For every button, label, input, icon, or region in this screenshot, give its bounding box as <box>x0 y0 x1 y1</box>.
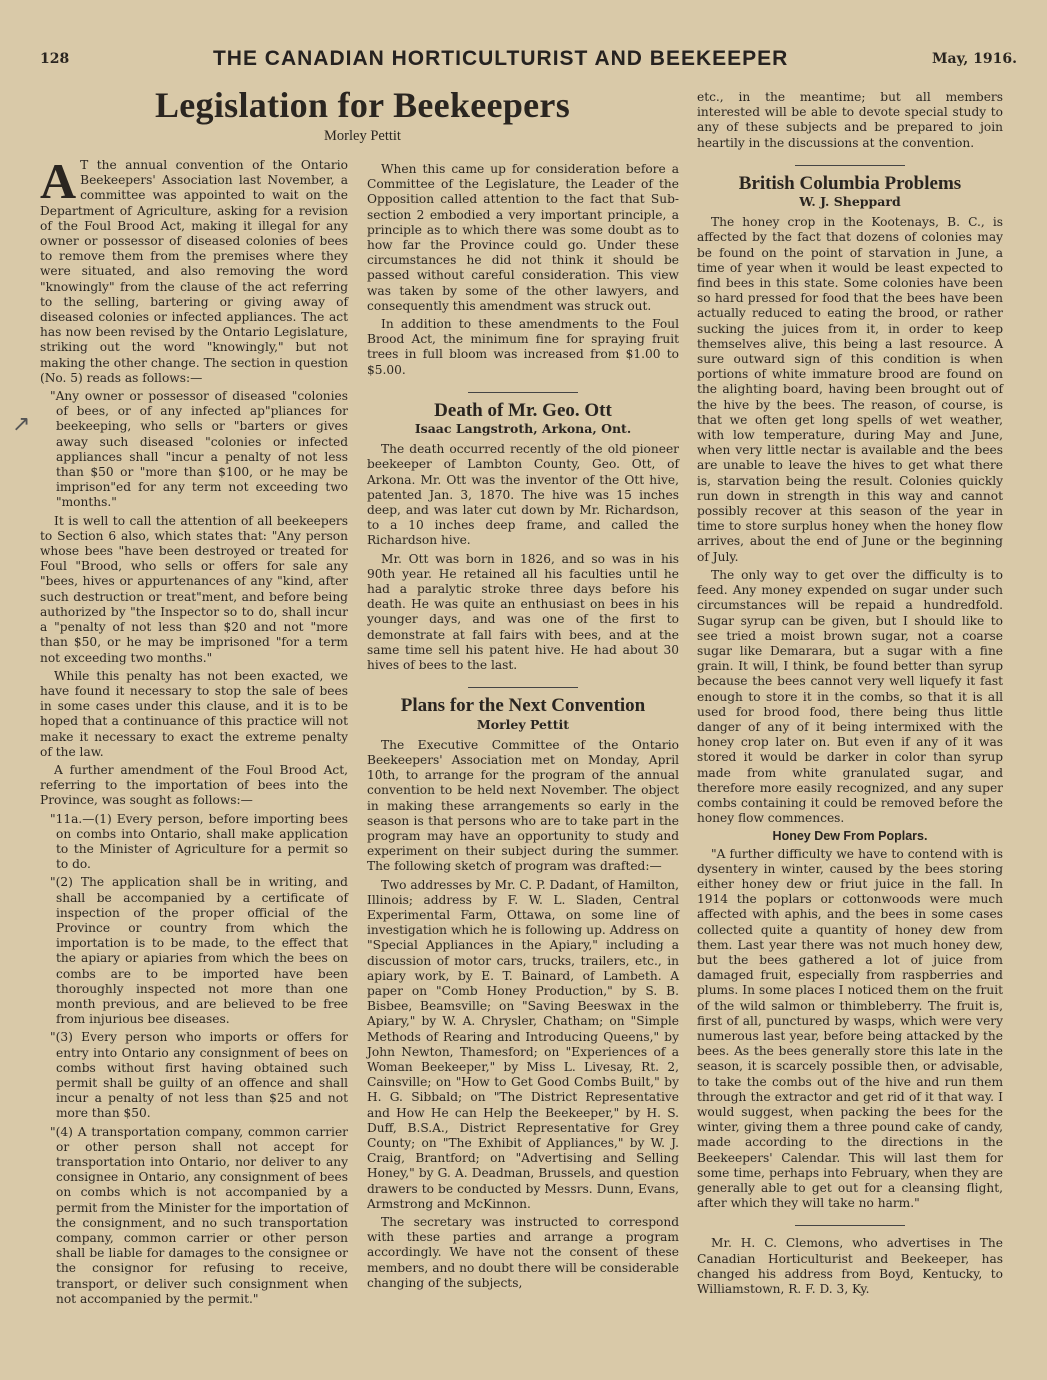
article-title-convention: Plans for the Next Convention <box>400 695 646 717</box>
article-paragraph: The honey crop in the Kootenays, B. C., is affected by the fact that dozens of colonies may be found on the point of starvation in June, a time of year when it would be least expected to find bees in this state. Some colonies have been so hard pressed for food that the bees have been actually reduced to eating the brood, or rather sucking the juices from it, in order to keep themselves alive, this being a last resource. A sure outward sign of this condition is when portions of white immature brood are found on the alighting board, having been brought out of the hive by the bees. The reason, of course, is that we often get long spells of wet weather, with low temperature, during May and June, when very little nectar is available and the bees are unable to leave the hives to get what there is, starvation being the result. Colonies quickly run down in strength in this way and cannot possibly recover at this season of the year in time to store surplus honey when the honey flow arrives, about the end of June or the beginning of July. <box>697 215 1003 564</box>
article-byline-convention: Morley Pettit <box>476 716 570 732</box>
article-paragraph: When this came up for consideration before a Committee of the Legislature, the Leader of the Opposition called attention to the fact that Sub-section 2 embodied a very important principle, a principle as to which there was some doubt as to how far the Province could go. Under these circumstances he did not think it should be passed without careful consideration. This view was taken by some of the other lawyers, and consequently this amendment was struck out. <box>367 162 679 313</box>
article-paragraph: The Executive Committee of the Ontario Beekeepers' Association met on Monday, April 10th, to arrange for the program of the annual convention to be held next November. The object in making these arrangements so early in the season is that persons who are to take part in the program may have an opportunity to study and experiment on their subject during the summer. The following sketch of program was drafted:— <box>367 737 679 874</box>
article-paragraph: In addition to these amendments to the Foul Brood Act, the minimum fine for spraying fruit trees in full bloom was increased from $1.00 to $5.00. <box>367 317 679 377</box>
article-byline-ott: Isaac Langstroth, Arkona, Ont. <box>414 421 632 437</box>
article-paragraph: The secretary was instructed to correspond with these parties and arrange a program accordingly. We have not the consent of these members, and no doubt there will be considerable changing of the subjects, <box>367 1215 679 1290</box>
article-quote: "(2) The application shall be in writing, and shall be accompanied by a certificate of inspection of the proper official of the Province or country from which the importation is to be made, to the effect that the apiary or apiaries from which the bees on combs are to be imported have been thoroughly inspected not more than one month previous, and are believed to be free from injurious bee diseases. <box>50 875 348 1027</box>
article-title-ott: Death of Mr. Geo. Ott <box>434 399 612 421</box>
column-2 <box>367 162 679 1294</box>
article-paragraph: etc., in the meantime; but all members interested will be able to devote special study to any of these subjects and be prepared to join heartily in the discussions at the convention. <box>697 90 1003 150</box>
article-quote: "(4) A transportation company, common carrier or other person shall not accept for transportation into Ontario, nor deliver to any consignee in Ontario, any consignment of bees on combs which is not accompanied by a permit from the Minister for the importation of the consignment, and no such transportation company, common carrier or other person shall be liable for damages to the consignee or the consignor for refusing to receive, transport, or deliver such consignment when not accompanied by the permit." <box>50 1124 348 1306</box>
column-3 <box>697 90 1003 1300</box>
masthead: THE CANADIAN HORTICULTURIST AND BEEKEEPER <box>212 47 789 70</box>
article-quote: "(3) Every person who imports or offers for entry into Ontario any consignment of bees on combs without first having obtained such permit shall be guilty of an offence and shall incur a penalty of not less than $25 and not more than $50. <box>50 1030 348 1121</box>
article-byline-bc: W. J. Sheppard <box>799 194 901 210</box>
article-paragraph: "A further difficulty we have to contend with is dysentery in winter, caused by the bees storing either honey dew or friut juice in the fall. In 1914 the poplars or cottonwoods were much affected with aphis, and the bees in some cases collected quite a quantity of honey dew from them. Last year there was not much honey dew, but the bees gathered a lot of juice from damaged fruit, especially from raspberries and plums. In some places I noticed them on the fruit of the wild salmon or thimbleberry. The fruit is, first of all, punctured by wasps, which were very numerous last year, before being attacked by the bees. As the bees generally store this late in the season, it is scarcely possible then, or advisable, to take the combs out of the hive and run them through the extractor and get rid of it that way. I would suggest, when packing the bees for the winter, giving them a three pound cake of candy, made according to the directions in the Beekeepers' Calendar. This will last them for some time, perhaps into February, when they are generally able to get out for a cleansing flight, after which they will take no harm." <box>697 846 1003 1211</box>
column-1 <box>40 153 348 1310</box>
section-divider <box>468 687 578 688</box>
article-title-bc: British Columbia Problems <box>738 172 962 194</box>
article-paragraph: The death occurred recently of the old pioneer beekeeper of Lambton County, Geo. Ott, of Arkona. Mr. Ott was the inventor of the Ott hive, patented Jan. 3, 1870. The hive was 15 inches deep, and was later cut down by Mr. Richardson, to a 10 inches deep frame, and called the Richardson hive. <box>367 442 679 548</box>
article-subheading: Honey Dew From Poplars. <box>772 829 928 844</box>
article-quote: "11a.—(1) Every person, before importing bees on combs into Ontario, shall make application to the Minister of Agriculture for a permit so to do. <box>50 811 348 872</box>
section-divider <box>795 1225 905 1226</box>
page-number: 128 <box>40 51 70 67</box>
issue-date: May, 1916. <box>932 51 1017 67</box>
article-title-legislation: Legislation for Beekeepers <box>154 85 571 125</box>
article-paragraph: The only way to get over the difficulty is to feed. Any money expended on sugar under such circumstances will be repaid a hundredfold. Sugar syrup can be given, but I should like to see tried a moist brown sugar, not a coarse sugar like Demarara, but a sugar with a fine grain. It will, I think, be found better than syrup because the bees cannot very well liquefy it fast enough to store it in the combs, so that it is all used for brood food, there being thus little danger of any of it being intermixed with the honey crop later on. But even if any of it was stored it would be darker in color than syrup made from white granulated sugar, and therefore more easily recognized, and any super combs containing it could be removed before the honey flow commences. <box>697 567 1003 826</box>
drop-cap: A <box>40 153 77 209</box>
section-divider <box>795 165 905 166</box>
article-paragraph: A further amendment of the Foul Brood Act, referring to the importation of bees into the Province, was sought as follows:— <box>40 762 348 808</box>
section-divider <box>468 392 578 393</box>
article-paragraph: Two addresses by Mr. C. P. Dadant, of Hamilton, Illinois; address by F. W. L. Sladen, Central Experimental Farm, Ottawa, on some line of investigation which he is following up. Address on "Special Appliances in the Apiary," including a discussion of motor cars, trucks, trailers, etc., in apiary work, by E. T. Bainard, of Lambeth. A paper on "Comb Honey Production," by S. B. Bisbee, Beamsville; on "Saving Beeswax in the Apiary," by W. A. Chrysler, Chatham; on "Simple Methods of Rearing and Introducing Queens," by John Newton, Thamesford; on "Experiences of a Woman Beekeeper," by Miss L. Livesay, Rt. 2, Cainsville; on "How to Get Good Combs Built," by H. G. Sibbald; on "The District Representative and How He can Help the Beekeeper," by H. S. Duff, B.S.A., District Representative for Grey County; on "The Exhibit of Appliances," by W. J. Craig, Brantford; on "Advertising and Selling Honey," by G. A. Deadman, Brussels, and question drawers to be conducted by Messrs. Dunn, Evans, Armstrong and McKinnon. <box>367 877 680 1211</box>
article-paragraph: A T the annual convention of the Ontario Beekeepers' Association last November, a committee was appointed to wait on the Department of Agriculture, asking for a revision of the Foul Brood Act, making it illegal for any owner or possessor of diseased colonies of bees to remove them from the premises where they were situated, and also removing the word "knowingly" from the clause of the act referring to the selling, bartering or giving away of diseased colonies or infected appliances. The act has now been revised by the Ontario Legislature, striking out the word "knowingly," but not making the other change. The section in question (No. 5) reads as follows:— <box>40 153 348 385</box>
article-paragraph: It is well to call the attention of all beekeepers to Section 6 also, which states that: "Any person whose bees "have been destroyed or treated for Foul "Brood, who sells or offers for sale any "bees, hives or appurtenances of any "kind, after such destruction or treat"ment, and before being authorized by "the Inspector so to do, shall incur a "penalty of not less than $20 and not "more than $50, or he may be imprisoned "for a term not exceeding two months." <box>40 513 348 665</box>
address-notice: Mr. H. C. Clemons, who advertises in The Canadian Horticulturist and Beekeeper, has changed his address from Boyd, Kentucky, to Williamstown, R. F. D. 3, Ky. <box>697 1236 1003 1297</box>
article-quote: "Any owner or possessor of diseased "colonies of bees, or of any infected ap"pliances for beekeeping, who sells or "barters or gives away such diseased "colonies or infected appliances shall "incur a penalty of not less than $50 or "more than $100, or he may be imprison"ed for any term not exceeding two "months." <box>50 389 348 510</box>
article-paragraph: While this penalty has not been exacted, we have found it necessary to stop the sale of bees in some cases under this clause, and it is to be hoped that a continuance of this practice will not make it necessary to exact the extreme penalty of the law. <box>40 668 348 759</box>
article-byline-legislation: Morley Pettit <box>324 128 401 144</box>
margin-pencil-mark: ↗ <box>12 412 31 437</box>
article-paragraph: Mr. Ott was born in 1826, and so was in his 90th year. He retained all his faculties until he had a paralytic stroke three days before his death. He was quite an enthusiast on bees in his younger days, and was one of the first to demonstrate at fall fairs with bees, and at the same time sell his patent hive. He had about 30 hives of bees to the last. <box>367 551 679 673</box>
page-header <box>40 42 1017 76</box>
